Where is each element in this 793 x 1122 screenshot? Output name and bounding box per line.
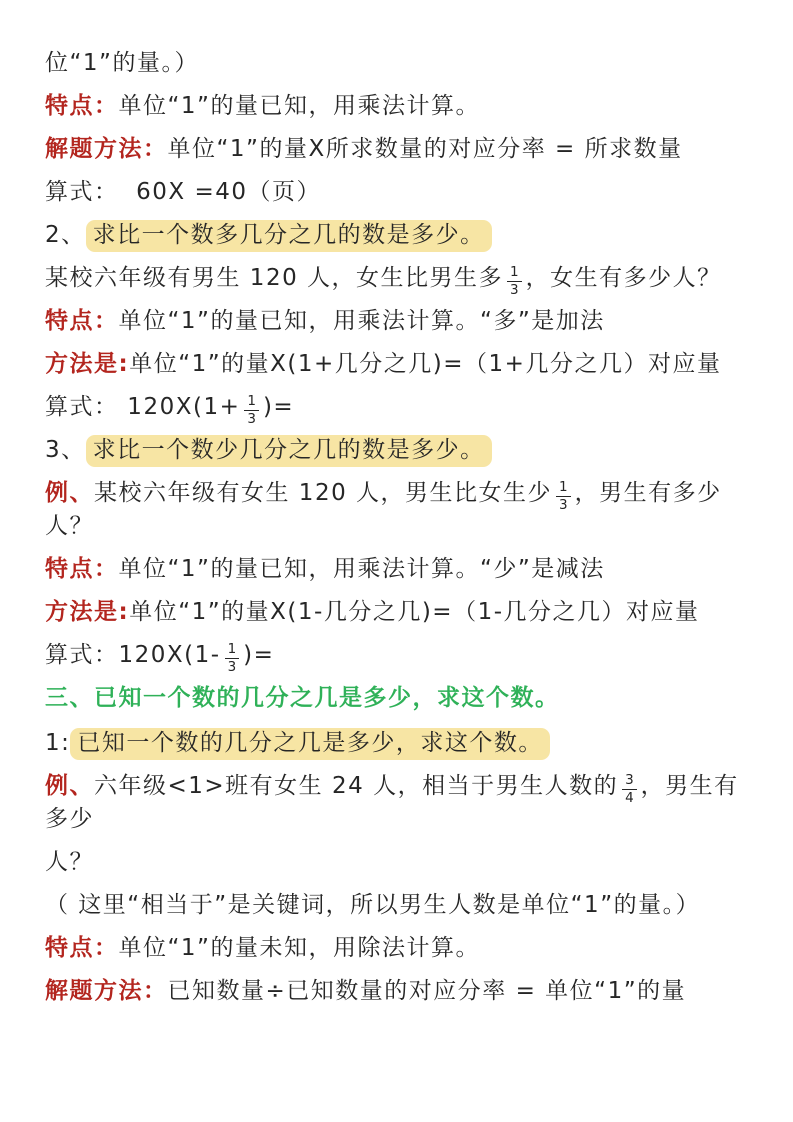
red-label: 例、 (45, 480, 94, 507)
fraction-numerator: 1 (227, 641, 237, 658)
text-segment: 3、 (45, 437, 86, 464)
text-segment: 已知数量÷已知数量的对应分率 = 单位“1”的量 (167, 978, 687, 1005)
fraction-denominator: 3 (225, 658, 240, 676)
text-segment: 2、 (45, 222, 86, 248)
line-example-boys120 (45, 262, 755, 298)
text-segment: 单位“1”的量X(1+几分之几)=（1+几分之几）对应量 (129, 351, 722, 378)
fraction (556, 480, 571, 513)
red-label: 解题方法： (45, 978, 168, 1005)
heading-type3-less (45, 434, 755, 467)
text-segment: （ 这里“相当于”是关键词，所以男生人数是单位“1”的量。） (45, 892, 701, 919)
line-tedian-less-subtract (45, 553, 755, 586)
green-heading-text: 三、已知一个数的几分之几是多少，求这个数。 (45, 685, 560, 712)
fraction-numerator: 1 (247, 393, 256, 410)
line-jietifangfa-divide (45, 975, 755, 1008)
text-segment: ，男生有多少 (45, 773, 739, 833)
text-segment: )= (243, 642, 275, 669)
red-label: 方法是: (45, 351, 130, 378)
text-segment: 某校六年级有女生 120 人，男生比女生少 (94, 480, 553, 507)
heading-section-three (45, 682, 755, 715)
fraction (622, 773, 637, 806)
text-segment: )= (262, 394, 295, 421)
text-segment: 六年级<1>班有女生 24 人，相当于男生人数的 (94, 773, 619, 800)
text-segment: 单位“1”的量未知，用除法计算。 (118, 935, 480, 962)
line-suanshi-120x-plus (45, 391, 755, 427)
text-segment: 单位“1”的量已知，用乘法计算。“少”是减法 (118, 556, 605, 583)
line-note-keyword (45, 889, 755, 922)
red-label: 例、 (45, 773, 94, 800)
text-segment: 某校六年级有男生 120 人，女生比男生多 (45, 265, 504, 292)
text-segment: ，男生有多少人？ (45, 480, 722, 540)
line-tedian-multiply (45, 90, 755, 123)
red-label: 特点： (45, 556, 119, 583)
line-tedian-divide (45, 932, 755, 965)
heading-type2-more (45, 219, 755, 252)
text-segment: 算式： 60X =40（页） (45, 179, 321, 205)
fraction-denominator: 3 (507, 281, 522, 299)
line-example-girls24 (45, 770, 755, 836)
red-label: 特点： (45, 93, 119, 119)
text-segment: 单位“1”的量已知，用乘法计算。 (118, 93, 480, 119)
line-tedian-more-add (45, 305, 755, 338)
line-fangfashi-minus (45, 596, 755, 629)
text-segment: 算式：120X(1- (45, 642, 221, 669)
red-label: 特点： (45, 935, 119, 962)
highlighted-text: 求比一个数多几分之几的数是多少。 (86, 220, 492, 252)
line-jietifangfa-multiply (45, 133, 755, 166)
text-segment: 1: (45, 730, 71, 757)
fraction (244, 394, 259, 427)
line-suanshi-120x-minus (45, 639, 755, 675)
line-continuation-unit1 (45, 47, 755, 80)
fraction (507, 265, 522, 298)
fraction-numerator: 1 (510, 264, 519, 280)
document-body (45, 47, 755, 1008)
fraction-numerator: 1 (559, 479, 568, 496)
text-segment: 单位“1”的量X所求数量的对应分率 = 所求数量 (167, 136, 683, 162)
text-segment: 单位“1”的量已知，用乘法计算。“多”是加法 (118, 308, 605, 335)
fraction-denominator: 4 (622, 789, 637, 807)
text-segment: 单位“1”的量X(1-几分之几)=（1-几分之几）对应量 (129, 599, 700, 626)
fraction (225, 642, 240, 675)
red-label: 特点： (45, 308, 119, 335)
fraction-numerator: 3 (625, 772, 634, 789)
text-segment: 算式： 120X(1+ (45, 394, 241, 421)
red-label: 方法是: (45, 599, 130, 626)
line-fangfashi-plus (45, 348, 755, 381)
highlighted-text: 已知一个数的几分之几是多少，求这个数。 (70, 728, 550, 760)
fraction-denominator: 3 (556, 496, 571, 514)
text-segment: 人？ (45, 849, 94, 876)
text-segment: 位“1”的量。） (45, 50, 199, 76)
highlighted-text: 求比一个数少几分之几的数是多少。 (86, 435, 492, 467)
text-segment: ，女生有多少人？ (525, 265, 722, 292)
line-suanshi-60x (45, 176, 755, 209)
line-example-girls24-wrap (45, 846, 755, 879)
fraction-denominator: 3 (244, 410, 259, 428)
line-example-girls120 (45, 477, 755, 543)
heading-sub1-known-fraction (45, 727, 755, 760)
red-label: 解题方法： (45, 136, 168, 162)
